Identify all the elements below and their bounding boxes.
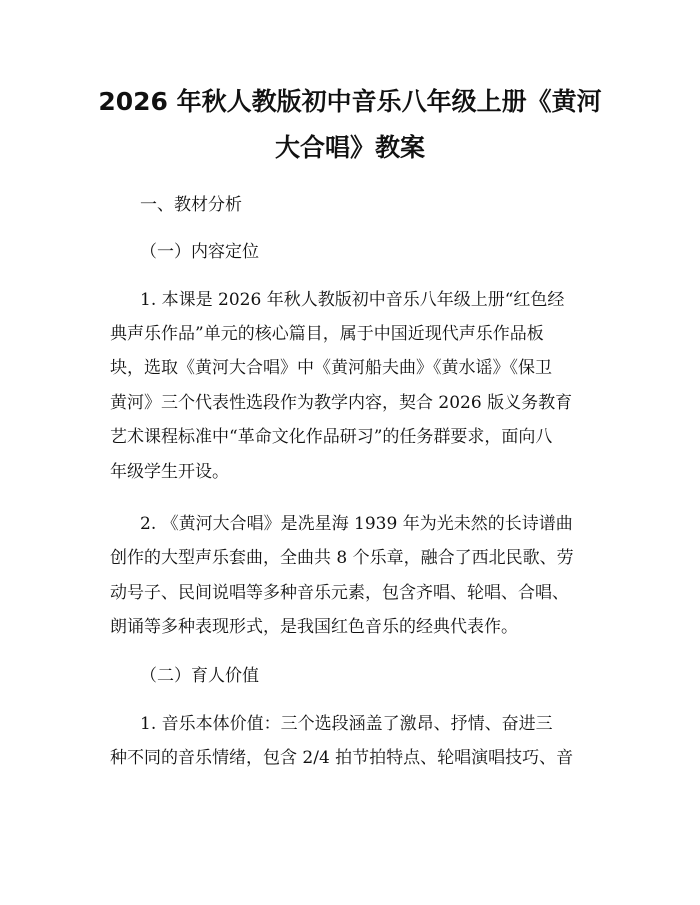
- paragraph-1-line-4: 黄河》三个代表性选段作为教学内容，契合 2026 版义务教育: [110, 393, 573, 413]
- paragraph-1-line-2: 典声乐作品”单元的核心篇目，属于中国近现代声乐作品板: [110, 324, 544, 344]
- paragraph-2-line-4: 朗诵等多种表现形式，是我国红色音乐的经典代表作。: [110, 617, 518, 637]
- paragraph-3-line-1: 1. 音乐本体价值：三个选段涵盖了激昂、抒情、奋进三: [140, 714, 553, 734]
- subsection-heading-positioning: （一）内容定位: [140, 242, 259, 262]
- paragraph-1-line-1: 1. 本课是 2026 年秋人教版初中音乐八年级上册“红色经: [140, 290, 565, 310]
- paragraph-2-line-1: 2. 《黄河大合唱》是冼星海 1939 年为光未然的长诗谱曲: [140, 514, 573, 534]
- paragraph-2-line-2: 创作的大型声乐套曲，全曲共 8 个乐章，融合了西北民歌、劳: [110, 548, 574, 568]
- document-title-line-1: 2026 年秋人教版初中音乐八年级上册《黄河: [98, 87, 602, 116]
- paragraph-1-line-6: 年级学生开设。: [110, 462, 229, 482]
- section-heading-analysis: 一、教材分析: [140, 195, 242, 215]
- subsection-heading-educational-value: （二）育人价值: [140, 666, 259, 686]
- document-title-line-2: 大合唱》教案: [274, 133, 425, 162]
- paragraph-2-line-3: 动号子、民间说唱等多种音乐元素，包含齐唱、轮唱、合唱、: [110, 583, 569, 603]
- paragraph-1-line-3: 块，选取《黄河大合唱》中《黄河船夫曲》《黄水谣》《保卫: [110, 358, 552, 378]
- paragraph-1-line-5: 艺术课程标准中“革命文化作品研习”的任务群要求，面向八: [110, 427, 553, 447]
- paragraph-3-line-2: 种不同的音乐情绪，包含 2/4 拍节拍特点、轮唱演唱技巧、音: [110, 748, 574, 768]
